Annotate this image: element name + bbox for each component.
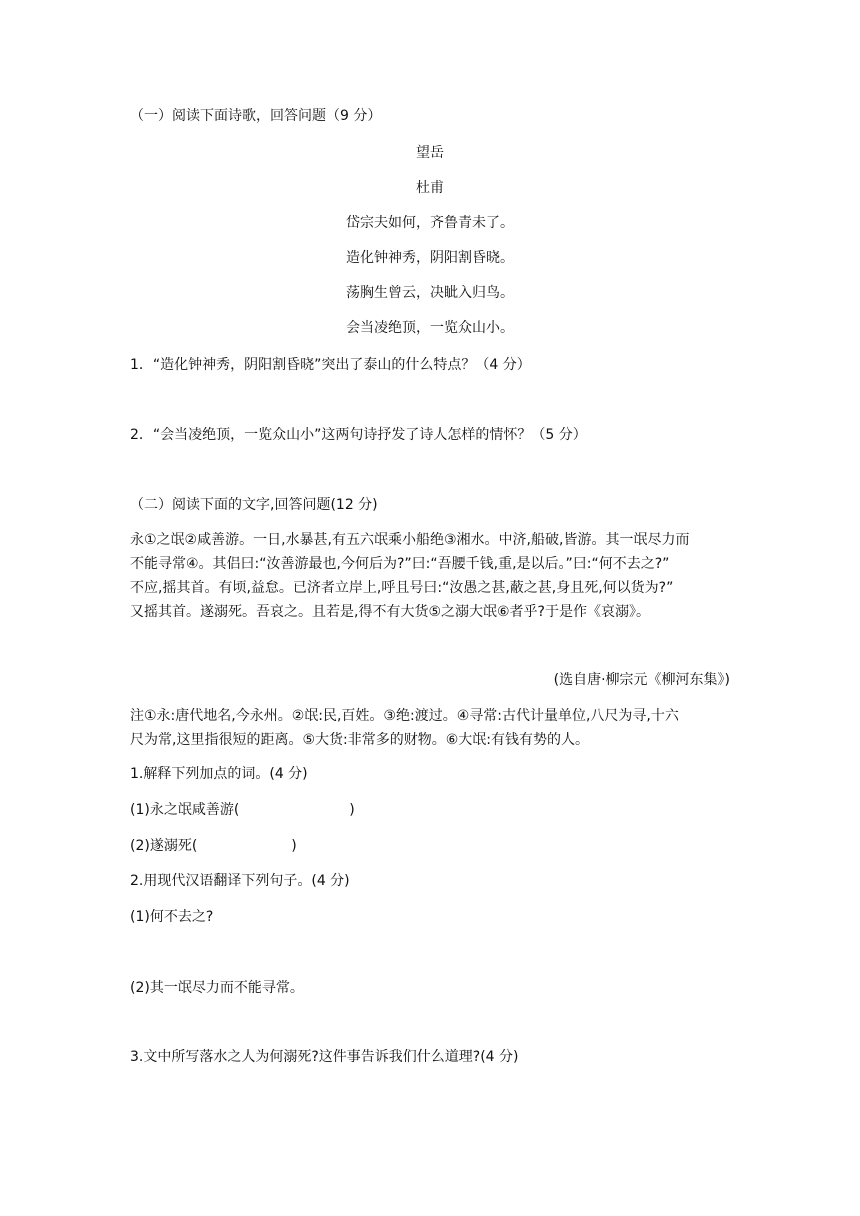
poem-line: 岱宗夫如何，齐鲁青未了。 — [346, 215, 514, 231]
section2-heading: （二）阅读下面的文字,回答问题(12 分) — [130, 497, 378, 513]
passage-line: 不能寻常④。其侣曰:“汝善游最也,今何后为?”曰:“吾腰千钱,重,是以后。”曰:“何不去之?” — [130, 556, 670, 572]
exercise-1b-text: (2)遂溺死( — [130, 838, 198, 854]
section1-heading: （一）阅读下面诗歌，回答问题（9 分） — [130, 108, 382, 124]
exercise-2: 2.用现代汉语翻译下列句子。(4 分) — [130, 873, 350, 889]
poem-line: 荡胸生曾云，决眦入归鸟。 — [346, 285, 514, 301]
notes-line: 尺为常,这里指很短的距离。⑤大货:非常多的财物。⑥大氓:有钱有势的人。 — [130, 732, 589, 748]
poem-author: 杜甫 — [416, 180, 444, 196]
exercise-1a-close: ) — [349, 802, 355, 818]
poem-title: 望岳 — [416, 145, 444, 161]
question-1: 1．“造化钟神秀，阴阳割昏晓”突出了泰山的什么特点？（4 分） — [130, 357, 531, 373]
exercise-3: 3.文中所写落水之人为何溺死?这件事告诉我们什么道理?(4 分) — [130, 1049, 519, 1065]
exercise-1b-close: ) — [291, 838, 297, 854]
question-2: 2．“会当凌绝顶，一览众山小”这两句诗抒发了诗人怎样的情怀？（5 分） — [130, 427, 587, 443]
exercise-1b — [130, 836, 297, 856]
exercise-2a: (1)何不去之? — [130, 909, 214, 925]
passage-line: 永①之氓②咸善游。一日,水暴甚,有五六氓乘小船绝③湘水。中济,船破,皆游。其一氓尽力而 — [130, 532, 690, 548]
poem-line: 造化钟神秀，阴阳割昏晓。 — [346, 250, 514, 266]
passage-line: 不应,摇其首。有顷,益怠。已济者立岸上,呼且号曰:“汝愚之甚,蔽之甚,身且死,何以货为?” — [130, 580, 674, 596]
notes-line: 注①永:唐代地名,今永州。②氓:民,百姓。③绝:渡过。④寻常:古代计量单位,八尺为寻,十六 — [130, 708, 679, 724]
source-citation: (选自唐·柳宗元《柳河东集》) — [553, 672, 730, 688]
poem-line: 会当凌绝顶，一览众山小。 — [346, 320, 514, 336]
exercise-1a — [130, 800, 355, 820]
passage-line: 又摇其首。遂溺死。吾哀之。且若是,得不有大货⑤之溺大氓⑥者乎?于是作《哀溺》。 — [130, 604, 650, 620]
exercise-2b: (2)其一氓尽力而不能寻常。 — [130, 980, 304, 996]
exercise-1: 1.解释下列加点的词。(4 分) — [130, 766, 308, 782]
exercise-1a-text: (1)永之氓咸善游( — [130, 802, 240, 818]
